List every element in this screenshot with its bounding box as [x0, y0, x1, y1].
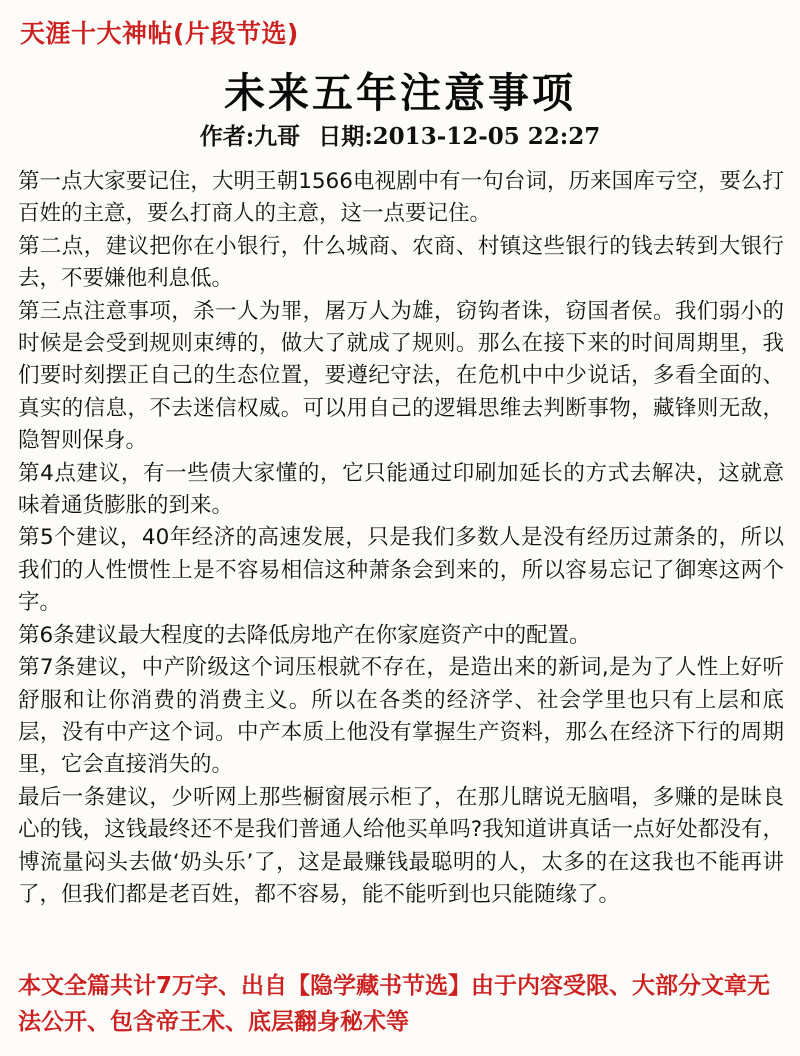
paragraph-7: 第7条建议，中产阶级这个词压根就不存在，是造出来的新词,是为了人性上好听舒服和让你消费的消费主义。所以在各类的经济学、社会学里也只有上层和底层，没有中产这个词。中产本质上他没有掌握生产资料，那么在经济下行的周期里，它会直接消失的。 — [18, 655, 784, 778]
byline — [0, 118, 800, 151]
article-title: 未来五年注意事项 — [224, 69, 576, 117]
paragraph-4: 第4点建议，有一些债大家懂的，它只能通过印刷加延长的方式去解决，这就意味着通货膨胀的到来。 — [18, 460, 784, 519]
author-label: 作者:九哥 — [199, 123, 301, 150]
paragraph-6: 第6条建议最大程度的去降低房地产在你家庭资产中的配置。 — [18, 622, 591, 648]
footer-note: 本文全篇共计7万字、出自【隐学藏书节选】由于内容受限、大部分文章无法公开、包含帝王术、底层翻身秘术等 — [18, 973, 771, 1035]
series-label: 天涯十大神帖(片段节选) — [20, 19, 299, 48]
paragraph-1: 第一点大家要记住，大明王朝1566电视剧中有一句台词，历来国库亏空，要么打百姓的主意，要么打商人的主意，这一点要记住。 — [18, 169, 784, 227]
paragraph-8: 最后一条建议，少听网上那些橱窗展示柜了，在那儿瞎说无脑唱，多赚的是昧良心的钱，这钱最终还不是我们普通人给他买单吗?我知道讲真话一点好处都没有，博流量闷头去做‘奶头乐’了，这是最赚钱最聪明的人，太多的在这我也不能再讲了，但我们都是老百姓，都不容易，能不能听到也只能随缘了。 — [18, 784, 784, 907]
paragraph-3: 第三点注意事项，杀一人为罪，屠万人为雄，窃钩者诛，窃国者侯。我们弱小的时候是会受到规则束缚的，做大了就成了规则。那么在接下来的时间周期里，我们要时刻摆正自己的生态位置，要遵纪守法，在危机中中少说话，多看全面的、真实的信息，不去迷信权威。可以用自己的逻辑思维去判断事物，藏锋则无敌，隐智则保身。 — [18, 298, 784, 454]
paragraph-2: 第二点，建议把你在小银行，什么城商、农商、村镇这些银行的钱去转到大银行去，不要嫌他利息低。 — [18, 233, 784, 292]
paragraph-5: 第5个建议，40年经济的高速发展，只是我们多数人是没有经历过萧条的，所以我们的人性惯性上是不容易相信这种萧条会到来的，所以容易忘记了御寒这两个字。 — [18, 525, 784, 616]
date-label: 日期:2013-12-05 22:27 — [318, 123, 601, 150]
article-body — [18, 166, 784, 911]
